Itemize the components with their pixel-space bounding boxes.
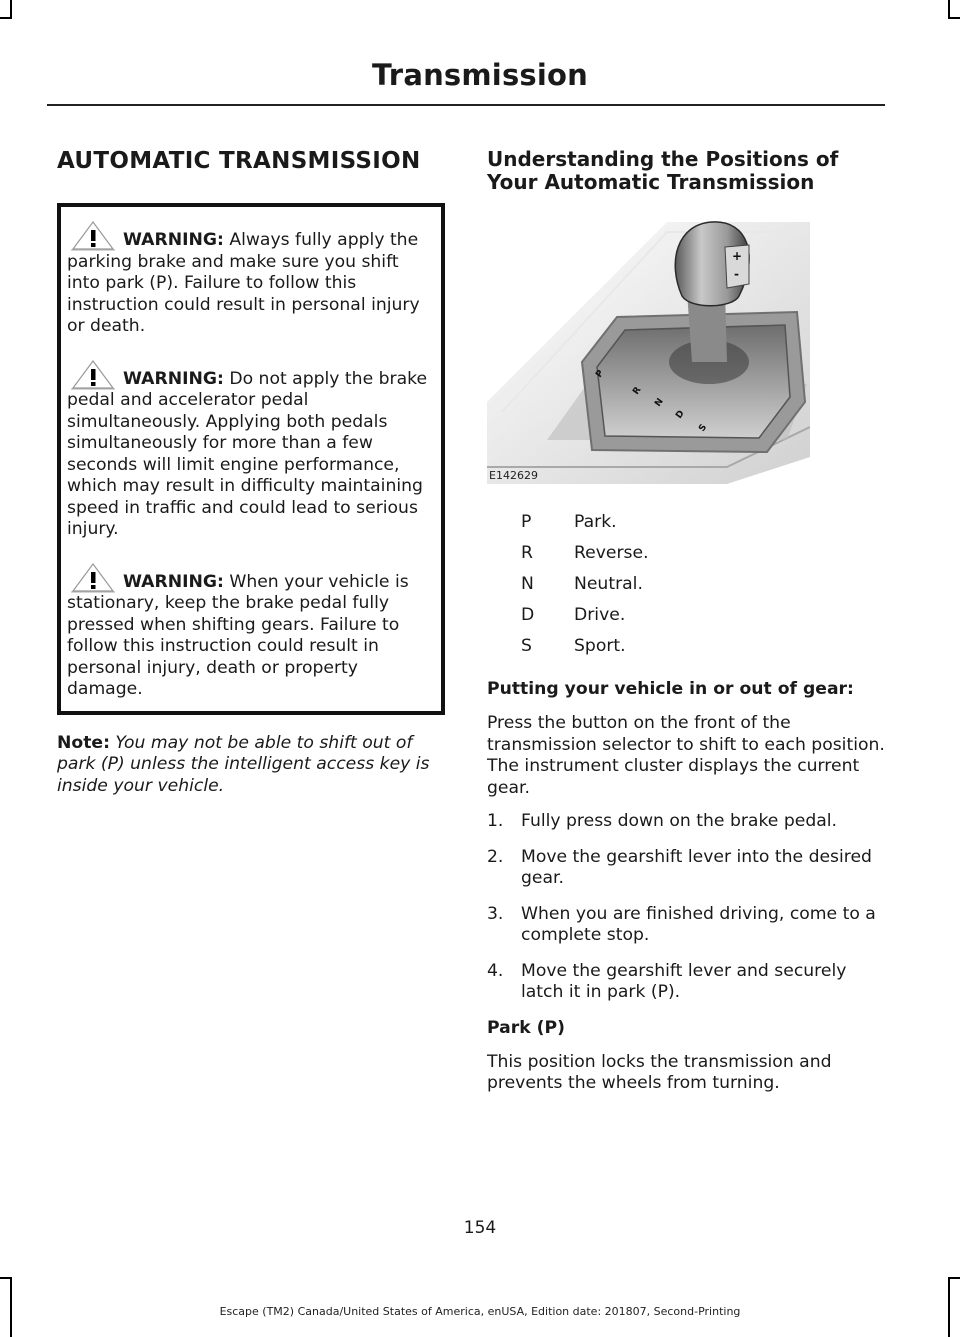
body-paragraph: Press the button on the front of the transmission selector to shift to each position. The instrument cluster displays the current gear. xyxy=(487,713,885,798)
crop-mark xyxy=(948,17,960,19)
warning-paragraph xyxy=(67,219,435,338)
warning-triangle-icon xyxy=(67,358,119,390)
gear-selector-illustration xyxy=(487,212,810,484)
gear-description: Park. xyxy=(574,511,617,532)
footer-text: Escape (TM2) Canada/United States of America, enUSA, Edition date: 201807, Second-Printing xyxy=(219,1305,741,1318)
gear-description: Drive. xyxy=(574,604,626,625)
gate-letter-p: P xyxy=(594,368,607,380)
section-heading: Understanding the Positions of Your Automatic Transmission xyxy=(487,147,839,194)
warning-paragraph xyxy=(67,358,435,541)
gear-row xyxy=(487,537,887,568)
warning-label: WARNING: xyxy=(123,230,224,250)
gear-row xyxy=(487,630,887,661)
crop-mark xyxy=(0,17,12,19)
gear-list xyxy=(487,506,887,661)
note-text: You may not be able to shift out of park (P) unless the intelligent access key is inside your vehicle. xyxy=(57,732,430,796)
warning-text: Do not apply the brake pedal and accelerator pedal simultaneously. Applying both pedals simultaneously for more than a few seconds will limit engine performance, which may result in difficulty maintaining speed in traffic and could lead to serious injury. xyxy=(67,368,428,539)
warning-paragraph xyxy=(67,561,435,701)
gear-selector-drawing xyxy=(487,212,810,484)
gear-row xyxy=(487,506,887,537)
gear-description: Neutral. xyxy=(574,573,643,594)
gear-row xyxy=(487,568,887,599)
crop-mark xyxy=(10,0,12,18)
step-number: 2. xyxy=(487,846,504,867)
body-paragraph: This position locks the transmission and prevents the wheels from turning. xyxy=(487,1051,832,1093)
gear-letter: S xyxy=(521,635,532,656)
gear-letter: R xyxy=(521,542,533,563)
gate-letter-s: S xyxy=(697,422,710,434)
warning-label: WARNING: xyxy=(123,368,224,389)
step-text: Move the gearshift lever and securely latch it in park (P). xyxy=(521,960,847,1002)
step-text: Fully press down on the brake pedal. xyxy=(521,811,838,831)
gear-description: Sport. xyxy=(574,635,626,656)
gear-letter: P xyxy=(521,511,532,532)
list-item xyxy=(487,811,887,833)
warning-text: When your vehicle is stationary, keep the brake pedal fully pressed when shifting gears. Failure to follow this instruction could result in personal injury, death or property damage. xyxy=(67,571,409,699)
gear-letter: N xyxy=(521,573,534,594)
step-number: 4. xyxy=(487,960,504,981)
step-text: Move the gearshift lever into the desired gear. xyxy=(521,846,872,888)
gear-description: Reverse. xyxy=(574,542,649,563)
page-number: 154 xyxy=(463,1218,497,1238)
step-text: When you are finished driving, come to a complete stop. xyxy=(521,903,876,945)
section-heading: AUTOMATIC TRANSMISSION xyxy=(57,148,421,174)
list-item xyxy=(487,961,887,1004)
warning-box xyxy=(57,203,445,715)
gear-letter: D xyxy=(521,604,535,625)
crop-mark xyxy=(0,1277,12,1279)
right-column xyxy=(487,140,887,1095)
lever-minus-mark: - xyxy=(734,267,739,281)
gear-row xyxy=(487,599,887,630)
warning-text: Always fully apply the parking brake and make sure you shift into park (P). Failure to follow this instruction could result in personal injury or death. xyxy=(67,230,420,336)
lever-plus-mark: + xyxy=(732,249,743,263)
warning-triangle-icon xyxy=(67,561,119,593)
figure-code: E142629 xyxy=(489,469,538,482)
gate-letter-d: D xyxy=(674,408,687,421)
warning-triangle-icon xyxy=(67,219,119,251)
note-label: Note: xyxy=(57,732,110,753)
crop-mark xyxy=(948,0,950,18)
list-item xyxy=(487,904,887,947)
subheading: Park (P) xyxy=(487,1017,565,1038)
gate-letter-n: N xyxy=(653,396,666,409)
step-number: 1. xyxy=(487,811,504,831)
gate-letter-r: R xyxy=(631,385,644,397)
subheading: Putting your vehicle in or out of gear: xyxy=(487,679,854,699)
step-number: 3. xyxy=(487,903,504,924)
step-list xyxy=(487,811,887,1004)
warning-label: WARNING: xyxy=(123,571,224,592)
page-header-title: Transmission xyxy=(372,58,588,92)
left-column xyxy=(57,140,445,797)
crop-mark xyxy=(948,1277,960,1279)
list-item xyxy=(487,847,887,890)
header-divider xyxy=(47,104,885,106)
note-paragraph xyxy=(57,733,445,798)
